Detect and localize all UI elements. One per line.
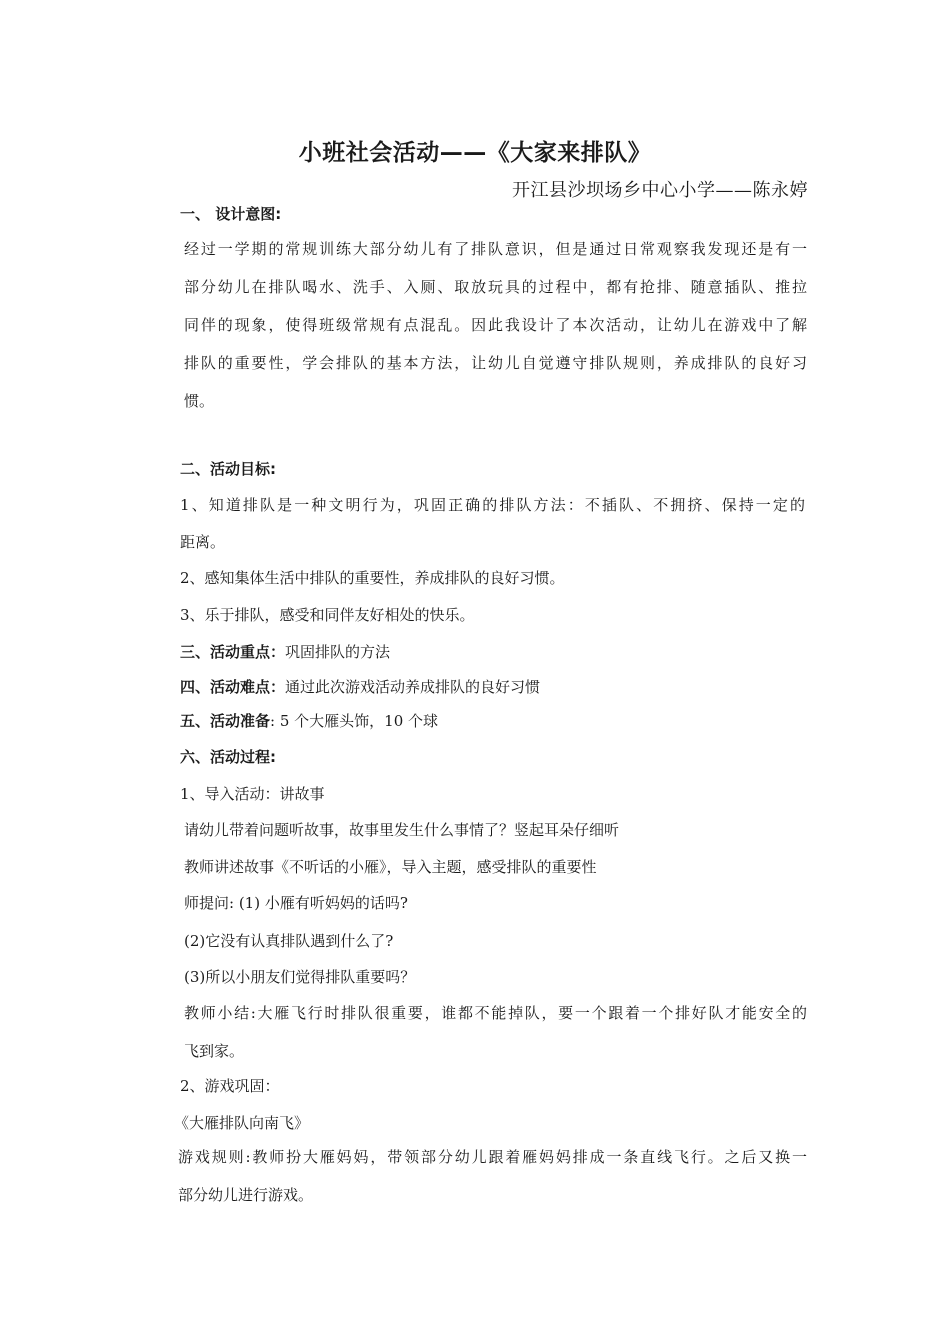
section-4-text: 通过此次游戏活动养成排队的良好习惯 <box>285 678 541 696</box>
paragraph-line: 教师小结:大雁飞行时排队很重要，谁都不能掉队，要一个跟着一个排好队才能安全的 <box>184 1004 807 1022</box>
paragraph-line: 教师讲述故事《不听话的小雁》，导入主题，感受排队的重要性 <box>184 858 597 876</box>
paragraph-line: 1、知道排队是一种文明行为，巩固正确的排队方法：不插队、不拥挤、保持一定的 <box>180 496 805 514</box>
paragraph-line: 排队的重要性，学会排队的基本方法，让幼儿自觉遵守排队规则，养成排队的良好习 <box>184 354 807 372</box>
paragraph-line: 距离。 <box>180 533 226 551</box>
section-4-label: 四、活动难点： <box>180 678 286 696</box>
paragraph-line: 2、游戏巩固： <box>180 1077 280 1095</box>
document-title: 小班社会活动——《大家来排队》 <box>298 140 652 166</box>
paragraph-line: 惯。 <box>184 392 215 410</box>
paragraph-line: (2)它没有认真排队遇到什么了? <box>184 932 394 950</box>
paragraph-line: 2、感知集体生活中排队的重要性，养成排队的良好习惯。 <box>180 569 565 587</box>
section-1-heading: 一、 设计意图: <box>180 205 282 223</box>
section-5-text: : 5 个大雁头饰，10 个球 <box>270 712 439 730</box>
paragraph-line: 3、乐于排队，感受和同伴友好相处的快乐。 <box>180 606 475 624</box>
paragraph-line: 游戏规则:教师扮大雁妈妈，带领部分幼儿跟着雁妈妈排成一条直线飞行。之后又换一 <box>178 1148 807 1166</box>
section-5-label: 五、活动准备 <box>180 712 271 730</box>
paragraph-line: 1、导入活动：讲故事 <box>180 785 325 803</box>
paragraph-line: 飞到家。 <box>184 1042 245 1060</box>
section-2-heading: 二、活动目标: <box>180 460 276 478</box>
section-4-row <box>180 676 810 697</box>
section-5-row <box>180 710 810 731</box>
section-3-row <box>180 641 810 662</box>
paragraph-line: 师提问: (1) 小雁有听妈妈的话吗? <box>184 894 408 912</box>
paragraph-line: 同伴的现象，使得班级常规有点混乱。因此我设计了本次活动，让幼儿在游戏中了解 <box>184 316 807 334</box>
section-6-heading: 六、活动过程: <box>180 748 276 766</box>
paragraph-line: 部分幼儿进行游戏。 <box>178 1186 314 1204</box>
paragraph-line: (3)所以小朋友们觉得排队重要吗？ <box>184 968 416 986</box>
section-3-text: 巩固排队的方法 <box>285 643 391 661</box>
paragraph-line: 经过一学期的常规训练大部分幼儿有了排队意识，但是通过日常观察我发现还是有一 <box>184 240 807 258</box>
paragraph-line: 请幼儿带着问题听故事，故事里发生什么事情了？竖起耳朵仔细听 <box>184 821 620 839</box>
section-3-label: 三、活动重点： <box>180 643 286 661</box>
author-line: 开江县沙坝场乡中心小学——陈永婷 <box>512 180 808 201</box>
paragraph-line: 部分幼儿在排队喝水、洗手、入厕、取放玩具的过程中，都有抢排、随意插队、推拉 <box>184 278 807 296</box>
paragraph-line: 《大雁排队向南飞》 <box>174 1114 310 1132</box>
